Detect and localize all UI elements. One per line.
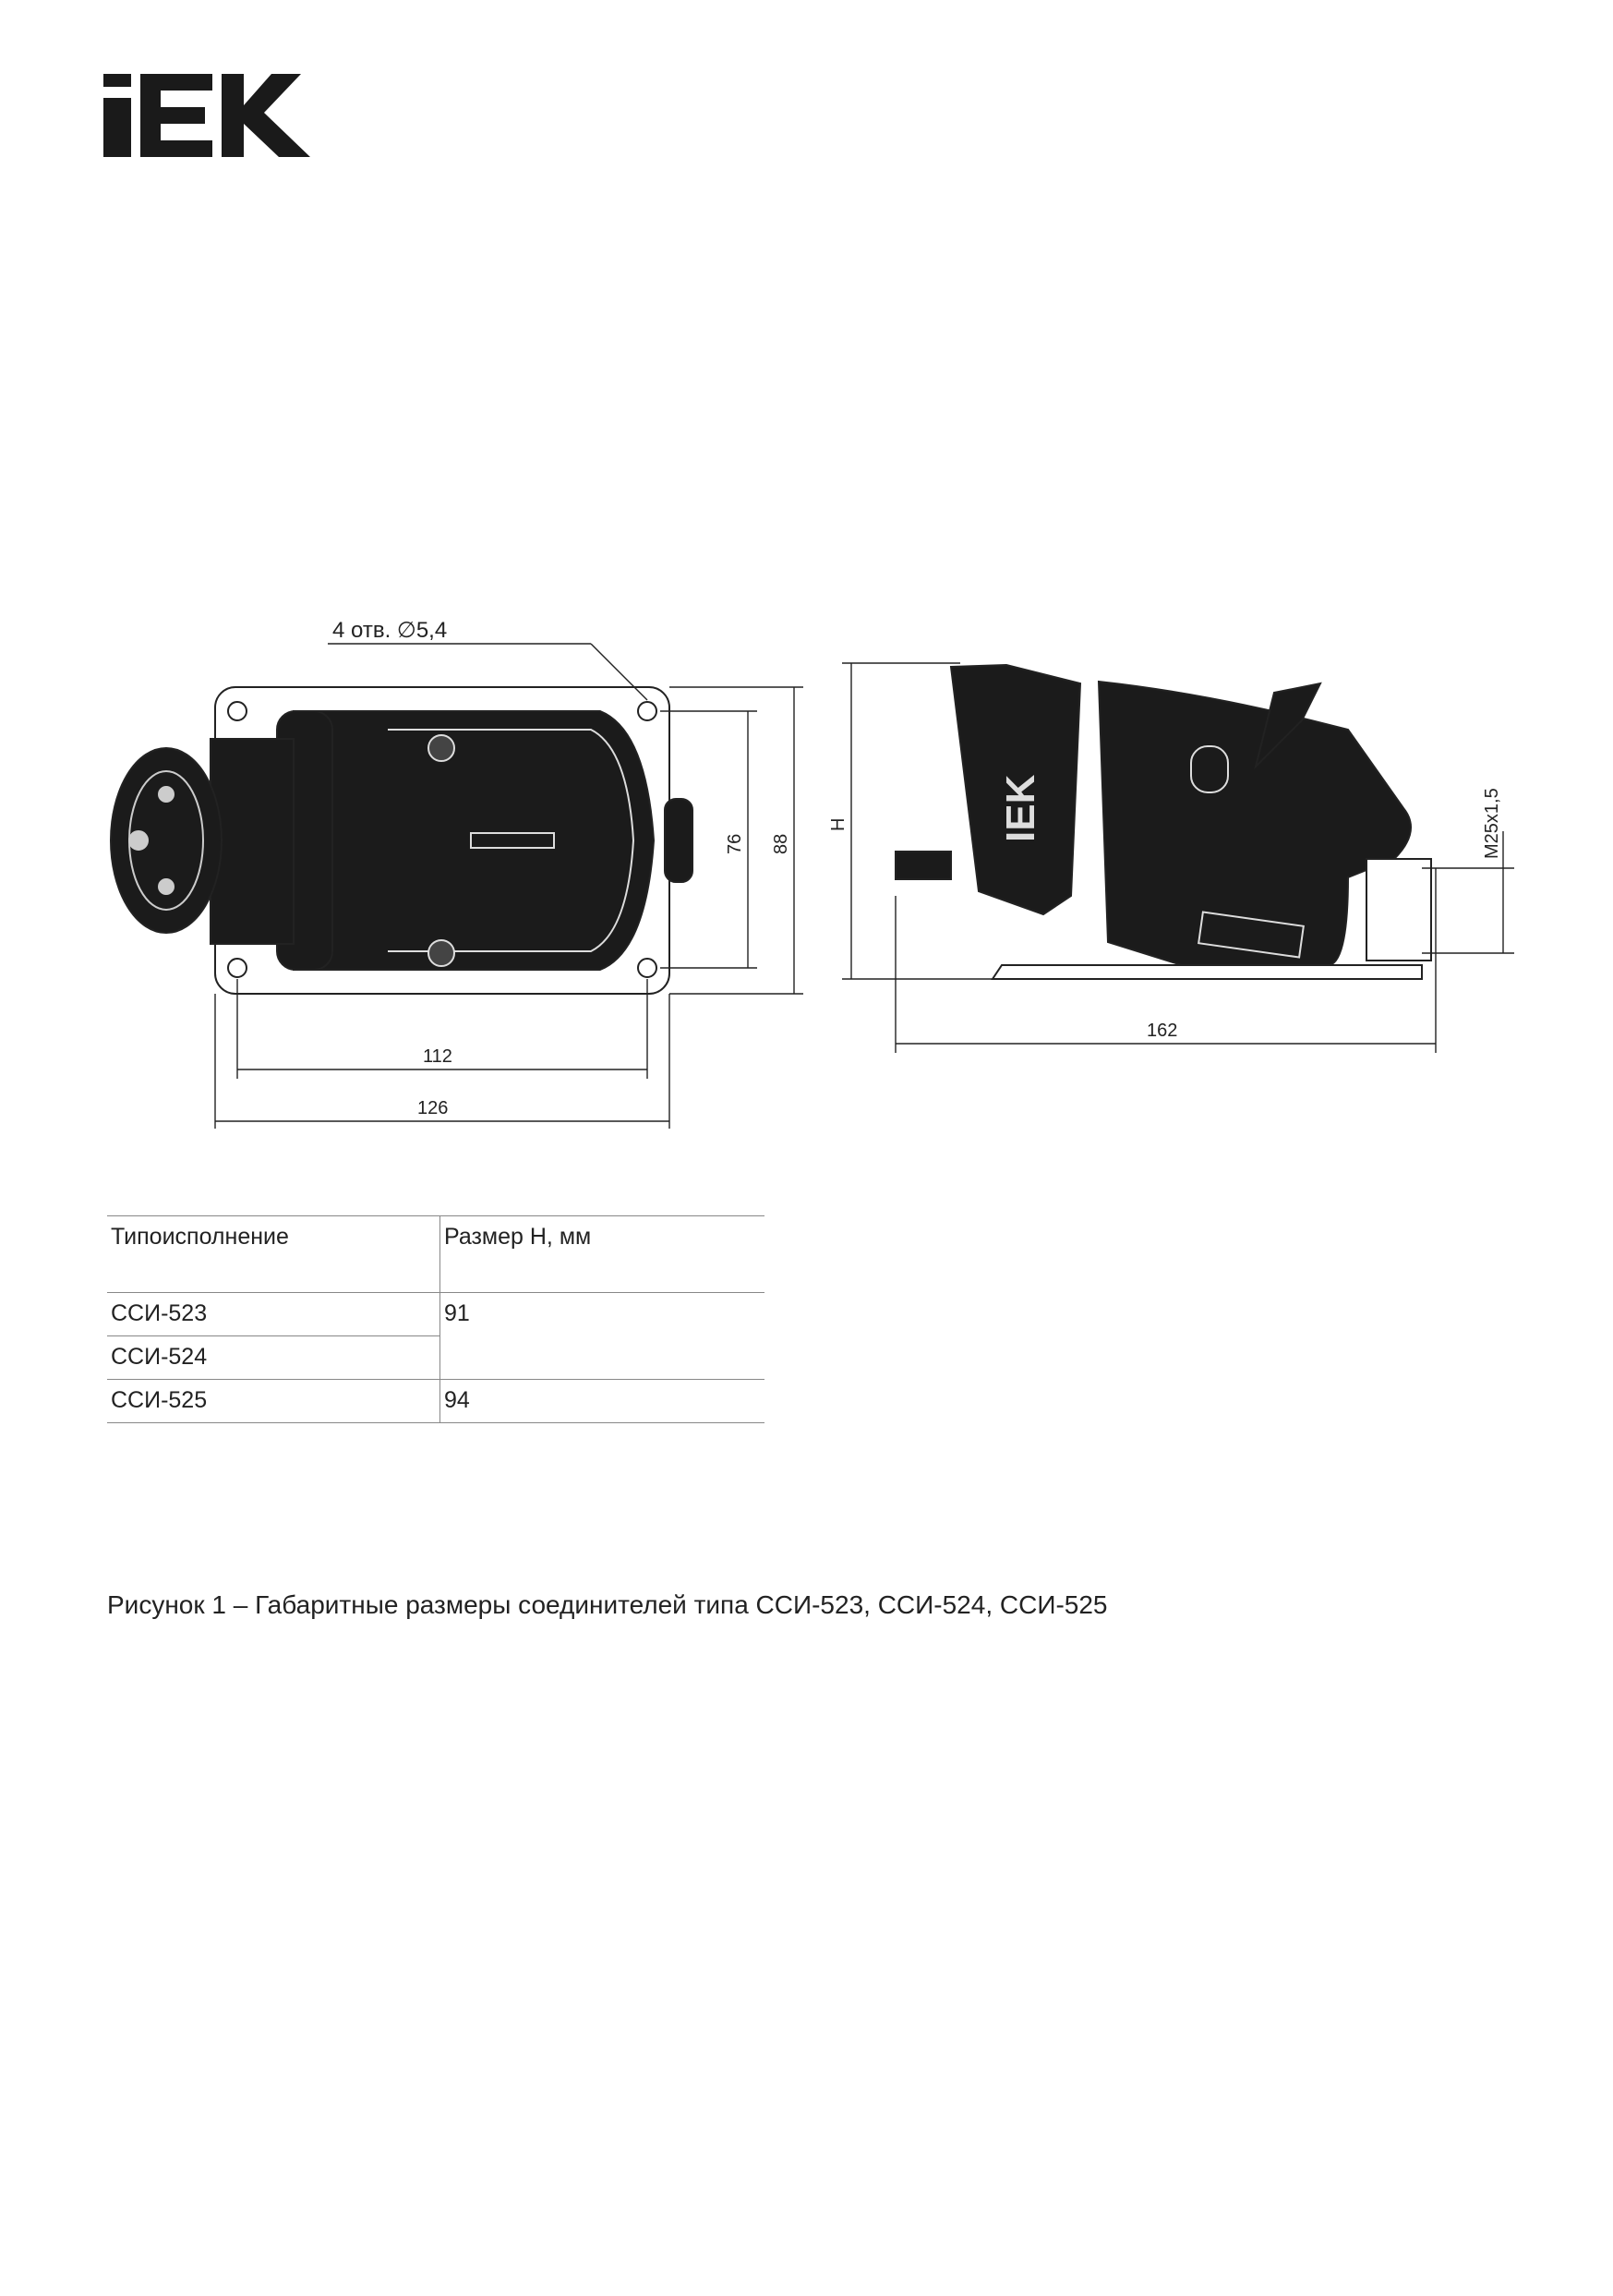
table-row [107,1293,764,1336]
dim-162: 162 [1147,1021,1178,1041]
header-type: Типоисполнение [107,1216,440,1293]
screw [428,940,454,966]
mount-hole [228,702,247,720]
cell-size: 94 [440,1380,765,1423]
svg-text:IEK: IEK [998,774,1043,842]
mount-hole [638,959,656,977]
figure-caption: Рисунок 1 – Габаритные размеры соединителей типа ССИ-523, ССИ-524, ССИ-525 [107,1590,1108,1619]
table-row [107,1380,764,1423]
side-base [993,965,1422,979]
header-size: Размер H, мм [440,1216,765,1293]
dim-126: 126 [417,1098,449,1118]
dim-112: 112 [423,1046,452,1067]
screw [428,735,454,761]
housing-body [294,711,654,970]
dimension-drawing [0,591,1613,1164]
side-housing [1099,682,1411,965]
dim-76: 76 [725,833,745,854]
iek-logo [103,74,310,157]
dim-H: H [828,817,849,831]
hole-note: 4 отв. ∅5,4 [332,618,448,643]
cell-type: ССИ-524 [107,1336,440,1380]
dim-88: 88 [771,833,791,854]
cell-size: 91 [440,1293,765,1380]
mount-hole [228,959,247,977]
table-header-row [107,1216,764,1293]
plug-face [111,748,222,933]
spec-table [107,1215,764,1423]
mount-hole [638,702,656,720]
cell-type: ССИ-525 [107,1380,440,1423]
cell-type: ССИ-523 [107,1293,440,1336]
dim-thread: M25x1,5 [1482,788,1502,859]
